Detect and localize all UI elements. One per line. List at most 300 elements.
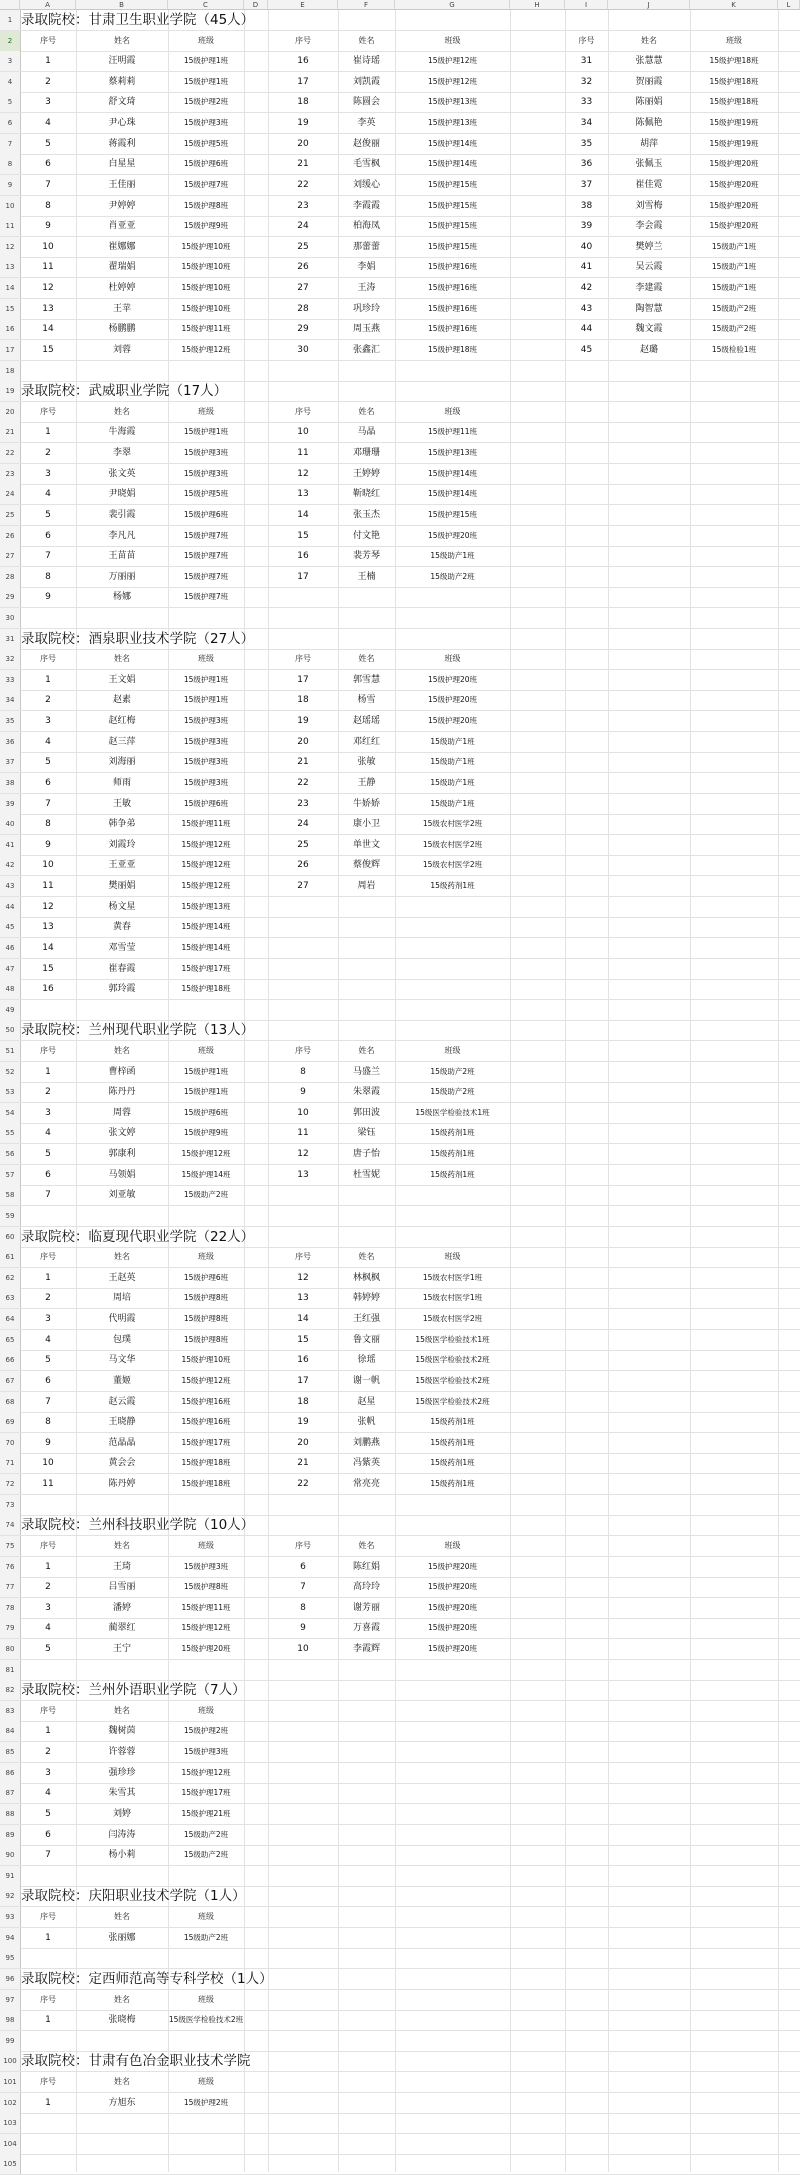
cell[interactable]: 17 — [297, 674, 309, 685]
cell[interactable]: 15级助产2班 — [711, 303, 757, 313]
sheet-row[interactable] — [0, 1557, 800, 1578]
cell[interactable]: 15级护理3班 — [183, 736, 229, 746]
sheet-row[interactable] — [0, 608, 800, 629]
cell[interactable]: 郭康利 — [108, 1149, 136, 1160]
sheet-row[interactable] — [0, 299, 800, 320]
cell[interactable]: 15级助产2班 — [430, 571, 475, 581]
cell[interactable]: 姓名 — [358, 1540, 375, 1550]
sheet-row[interactable] — [0, 794, 800, 815]
sheet-row[interactable] — [0, 979, 800, 1000]
cell[interactable]: 4 — [45, 489, 51, 500]
cell[interactable]: 14 — [42, 324, 54, 335]
cell[interactable]: 5 — [45, 1643, 51, 1654]
row-number[interactable]: 102 — [0, 2093, 21, 2113]
cell[interactable]: 2 — [45, 1087, 51, 1098]
cell[interactable]: 王晓静 — [108, 1417, 136, 1428]
cell[interactable]: 4 — [45, 118, 51, 129]
cell[interactable]: 28 — [297, 303, 309, 314]
cell[interactable]: 胡萍 — [639, 138, 658, 149]
cell[interactable]: 9 — [45, 1437, 51, 1448]
cell[interactable]: 崔诗瑶 — [352, 56, 380, 67]
cell[interactable]: 15 — [42, 344, 54, 355]
cell[interactable]: 王苹 — [112, 303, 131, 314]
cell[interactable]: 姓名 — [114, 35, 130, 45]
cell[interactable]: 10 — [42, 1458, 54, 1469]
row-number[interactable]: 7 — [0, 134, 21, 154]
cell[interactable]: 26 — [297, 860, 309, 871]
sheet-row[interactable] — [0, 773, 800, 794]
sheet-row[interactable] — [0, 1041, 800, 1062]
cell[interactable]: 27 — [297, 283, 309, 294]
cell[interactable]: 万喜霞 — [352, 1623, 380, 1634]
sheet-row[interactable] — [0, 959, 800, 980]
sheet-row[interactable] — [0, 1618, 800, 1639]
cell[interactable]: 张敏 — [357, 757, 376, 768]
cell[interactable]: 8 — [45, 819, 51, 830]
cell[interactable]: 杨雪 — [357, 695, 376, 706]
cell[interactable]: 李英 — [357, 118, 376, 129]
cell[interactable]: 14 — [297, 1314, 309, 1325]
cell[interactable]: 牛娇娇 — [352, 798, 380, 809]
cell[interactable]: 16 — [297, 56, 309, 67]
row-number[interactable]: 98 — [0, 2010, 21, 2030]
cell[interactable]: 41 — [580, 262, 593, 273]
sheet-row[interactable] — [0, 1495, 800, 1516]
cell[interactable]: 18 — [297, 97, 309, 108]
cell[interactable]: 序号 — [295, 406, 311, 416]
cell[interactable]: 13 — [42, 303, 54, 314]
column-header[interactable]: K — [690, 0, 778, 10]
cell[interactable]: 15级护理7班 — [183, 571, 229, 581]
cell[interactable]: 王佳丽 — [108, 179, 136, 190]
cell[interactable]: 15级农村医学2班 — [422, 860, 483, 870]
sheet-row[interactable] — [0, 1309, 800, 1330]
row-number[interactable]: 91 — [0, 1866, 21, 1886]
row-number[interactable]: 63 — [0, 1288, 21, 1308]
cell[interactable]: 6 — [45, 1829, 51, 1840]
row-number[interactable]: 76 — [0, 1557, 21, 1577]
column-header[interactable]: B — [76, 0, 168, 10]
row-number[interactable]: 96 — [0, 1969, 21, 1989]
cell[interactable]: 郭雪慧 — [352, 674, 380, 685]
cell[interactable]: 15级农村医学2班 — [422, 839, 483, 849]
cell[interactable]: 3 — [45, 1107, 51, 1118]
sheet-row[interactable] — [0, 649, 800, 670]
sheet-row[interactable] — [0, 113, 800, 134]
cell[interactable]: 9 — [45, 839, 51, 850]
row-number[interactable]: 93 — [0, 1907, 21, 1927]
cell[interactable]: 32 — [580, 76, 593, 87]
cell[interactable]: 14 — [42, 942, 54, 953]
cell[interactable]: 靳晓红 — [352, 489, 380, 500]
cell[interactable]: 15级护理6班 — [183, 1272, 229, 1282]
sheet-row[interactable] — [0, 2113, 800, 2134]
cell[interactable]: 22 — [297, 179, 309, 190]
cell[interactable]: 董姬 — [112, 1375, 131, 1386]
cell[interactable]: 15级助产1班 — [430, 777, 475, 787]
sheet-row[interactable] — [0, 2010, 800, 2031]
cell[interactable]: 15级护理1班 — [183, 674, 229, 684]
cell[interactable]: 15级护理17班 — [181, 1788, 231, 1798]
cell[interactable]: 15级护理12班 — [427, 76, 478, 86]
sheet-row[interactable] — [0, 1804, 800, 1825]
row-number[interactable]: 51 — [0, 1041, 21, 1061]
sheet-row[interactable] — [0, 1350, 800, 1371]
sheet-row[interactable] — [0, 2093, 800, 2114]
cell[interactable]: 5 — [45, 509, 51, 520]
cell[interactable]: 马盛兰 — [352, 1066, 380, 1077]
cell[interactable]: 序号 — [40, 1046, 56, 1055]
cell[interactable]: 韩婷婷 — [352, 1293, 380, 1304]
cell[interactable]: 3 — [45, 1767, 51, 1778]
cell[interactable]: 1 — [45, 56, 51, 67]
cell[interactable]: 刘凯霞 — [352, 76, 380, 87]
row-number[interactable]: 37 — [0, 752, 21, 772]
cell[interactable]: 班级 — [198, 1046, 214, 1055]
sheet-row[interactable] — [0, 1412, 800, 1433]
cell[interactable]: 15级助产2班 — [183, 1829, 229, 1839]
cell[interactable]: 15级护理3班 — [183, 468, 229, 478]
cell[interactable]: 姓名 — [114, 1540, 130, 1550]
cell[interactable]: 15级护理10班 — [181, 241, 231, 251]
cell[interactable]: 31 — [580, 56, 593, 67]
cell[interactable]: 15级护理12班 — [181, 1623, 231, 1633]
row-number[interactable]: 70 — [0, 1433, 21, 1453]
cell[interactable]: 15 — [297, 1334, 309, 1345]
cell[interactable]: 魏树茵 — [108, 1726, 136, 1737]
sheet-row[interactable] — [0, 752, 800, 773]
cell[interactable]: 班级 — [198, 35, 214, 45]
cell[interactable]: 10 — [297, 1107, 309, 1118]
sheet-row[interactable] — [0, 2031, 800, 2052]
cell[interactable]: 序号 — [40, 1912, 56, 1922]
cell[interactable]: 15级护理21班 — [181, 1808, 231, 1818]
cell[interactable]: 代明霞 — [108, 1314, 136, 1325]
cell[interactable]: 2 — [45, 1582, 51, 1593]
sheet-row[interactable] — [0, 216, 800, 237]
sheet-row[interactable] — [0, 1020, 800, 1041]
cell[interactable]: 班级 — [444, 654, 461, 664]
cell[interactable]: 5 — [45, 1355, 51, 1366]
cell[interactable]: 班级 — [444, 1046, 461, 1055]
row-number[interactable]: 23 — [0, 464, 21, 484]
row-number[interactable]: 14 — [0, 278, 21, 298]
cell[interactable]: 班级 — [198, 406, 214, 416]
row-number[interactable]: 45 — [0, 917, 21, 937]
cell[interactable]: 15级农村医学1班 — [422, 1272, 483, 1282]
sheet-row[interactable] — [0, 1206, 800, 1227]
cell[interactable]: 4 — [45, 1128, 51, 1139]
cell[interactable]: 23 — [297, 798, 309, 809]
cell[interactable]: 13 — [297, 1169, 309, 1180]
cell[interactable]: 马晶 — [357, 427, 376, 438]
sheet-row[interactable] — [0, 1680, 800, 1701]
cell[interactable]: 蒋霞利 — [108, 138, 136, 149]
sheet-row[interactable] — [0, 10, 800, 31]
sheet-row[interactable] — [0, 154, 800, 175]
cell[interactable]: 15级医学检验技术2班 — [168, 2015, 244, 2025]
cell[interactable]: 15级护理8班 — [183, 1582, 229, 1592]
cell[interactable]: 王婷婷 — [352, 468, 380, 479]
cell[interactable]: 黄春 — [112, 922, 131, 933]
cell[interactable]: 王敏 — [112, 798, 131, 809]
cell[interactable]: 15级护理6班 — [183, 509, 229, 519]
sheet-row[interactable] — [0, 1845, 800, 1866]
sheet-row[interactable] — [0, 1948, 800, 1969]
cell[interactable]: 陈圆会 — [352, 97, 380, 108]
cell[interactable]: 16 — [297, 551, 309, 562]
sheet-row[interactable] — [0, 1474, 800, 1495]
cell[interactable]: 15级护理20班 — [709, 179, 759, 189]
cell[interactable]: 15级助产2班 — [183, 1850, 229, 1860]
cell[interactable]: 王静 — [357, 777, 376, 788]
cell[interactable]: 15级助产2班 — [183, 1932, 229, 1942]
cell[interactable]: 朱雪其 — [108, 1788, 136, 1799]
cell[interactable]: 李娟 — [357, 262, 376, 273]
cell[interactable]: 牛海霞 — [108, 427, 136, 438]
sheet-row[interactable] — [0, 237, 800, 258]
cell[interactable]: 王亚亚 — [108, 860, 136, 871]
row-number[interactable]: 47 — [0, 959, 21, 979]
cell[interactable]: 15级助产1班 — [430, 757, 475, 767]
cell[interactable]: 2 — [45, 695, 51, 706]
sheet-row[interactable] — [0, 1515, 800, 1536]
cell[interactable]: 2 — [45, 76, 51, 87]
cell[interactable]: 15级护理18班 — [181, 984, 231, 994]
column-header[interactable]: C — [168, 0, 244, 10]
cell[interactable]: 15级护理10班 — [181, 283, 231, 293]
sheet-row[interactable] — [0, 1185, 800, 1206]
cell[interactable]: 王楠 — [357, 571, 376, 582]
cell[interactable]: 5 — [45, 138, 51, 149]
sheet-row[interactable] — [0, 361, 800, 382]
cell[interactable]: 姓名 — [114, 2077, 130, 2086]
cell[interactable]: 23 — [297, 200, 309, 211]
cell[interactable]: 序号 — [295, 35, 311, 45]
row-number[interactable]: 59 — [0, 1206, 21, 1226]
cell[interactable]: 15级护理5班 — [183, 138, 229, 148]
cell[interactable]: 15级护理3班 — [183, 757, 229, 767]
cell[interactable]: 张鑫汇 — [352, 344, 380, 355]
sheet-row[interactable] — [0, 402, 800, 423]
row-number[interactable]: 4 — [0, 72, 21, 92]
row-number[interactable]: 66 — [0, 1350, 21, 1370]
cell[interactable]: 15级护理14班 — [427, 468, 478, 478]
cell[interactable]: 柏海凤 — [352, 221, 380, 232]
cell[interactable]: 15级护理14班 — [181, 1169, 231, 1179]
sheet-row[interactable] — [0, 938, 800, 959]
cell[interactable]: 4 — [45, 736, 51, 747]
cell[interactable]: 班级 — [198, 1705, 214, 1715]
cell[interactable]: 15级护理12班 — [181, 839, 231, 849]
cell[interactable]: 8 — [45, 571, 51, 582]
cell[interactable]: 序号 — [40, 2077, 56, 2086]
sheet-row[interactable] — [0, 1433, 800, 1454]
cell[interactable]: 崔佳霓 — [635, 179, 663, 190]
cell[interactable]: 6 — [300, 1561, 306, 1572]
column-header[interactable]: E — [268, 0, 338, 10]
cell[interactable]: 15级助产1班 — [711, 262, 757, 272]
sheet-row[interactable] — [0, 1825, 800, 1846]
sheet-row[interactable] — [0, 1577, 800, 1598]
cell[interactable]: 郭玲霞 — [108, 984, 136, 995]
cell[interactable]: 9 — [300, 1623, 306, 1634]
sheet-row[interactable] — [0, 51, 800, 72]
cell[interactable]: 尹心珠 — [108, 118, 136, 129]
row-number[interactable]: 62 — [0, 1268, 21, 1288]
sheet-row[interactable] — [0, 484, 800, 505]
cell[interactable]: 序号 — [40, 1252, 56, 1262]
cell[interactable]: 班级 — [198, 1252, 214, 1262]
cell[interactable]: 巩珍玲 — [352, 303, 380, 314]
row-number[interactable]: 79 — [0, 1618, 21, 1638]
cell[interactable]: 陈红娟 — [352, 1561, 380, 1572]
row-number[interactable]: 81 — [0, 1660, 21, 1680]
cell[interactable]: 15级护理2班 — [183, 1726, 229, 1736]
row-number[interactable]: 69 — [0, 1412, 21, 1432]
cell[interactable]: 序号 — [295, 654, 311, 664]
cell[interactable]: 曹梓函 — [108, 1066, 136, 1077]
row-number[interactable]: 55 — [0, 1123, 21, 1143]
cell[interactable]: 5 — [45, 1149, 51, 1160]
row-number[interactable]: 19 — [0, 381, 21, 401]
cell[interactable]: 付文艳 — [352, 530, 380, 541]
cell[interactable]: 15级护理16班 — [181, 1396, 231, 1406]
row-number[interactable]: 83 — [0, 1701, 21, 1721]
cell[interactable]: 15级护理20班 — [427, 1602, 478, 1612]
cell[interactable]: 李霞辉 — [352, 1643, 380, 1654]
sheet-row[interactable] — [0, 1928, 800, 1949]
cell[interactable]: 10 — [297, 1643, 309, 1654]
sheet-row[interactable] — [0, 1103, 800, 1124]
cell[interactable]: 张慧慧 — [635, 56, 663, 67]
sheet-row[interactable] — [0, 711, 800, 732]
cell[interactable]: 15级助产1班 — [430, 736, 475, 746]
cell[interactable]: 姓名 — [114, 1912, 130, 1922]
row-number[interactable]: 22 — [0, 443, 21, 463]
cell[interactable]: 15级护理1班 — [183, 1066, 229, 1076]
cell[interactable]: 王涛 — [357, 283, 376, 294]
column-header[interactable]: A — [20, 0, 76, 10]
sheet-row[interactable] — [0, 175, 800, 196]
sheet-row[interactable] — [0, 443, 800, 464]
sheet-row[interactable] — [0, 1721, 800, 1742]
cell[interactable]: 班级 — [444, 406, 461, 416]
sheet-row[interactable] — [0, 876, 800, 897]
cell[interactable]: 11 — [297, 448, 309, 459]
cell[interactable]: 15级护理17班 — [181, 1437, 231, 1447]
column-header[interactable]: H — [510, 0, 565, 10]
cell[interactable]: 5 — [45, 757, 51, 768]
sheet-row[interactable] — [0, 1247, 800, 1268]
cell[interactable]: 姓名 — [114, 1994, 130, 2004]
row-number[interactable]: 42 — [0, 855, 21, 875]
cell[interactable]: 张帆 — [357, 1417, 376, 1428]
cell[interactable]: 15级药剂1班 — [430, 1149, 475, 1159]
cell[interactable]: 崔娜娜 — [108, 241, 136, 252]
cell[interactable]: 15级护理8班 — [183, 200, 229, 210]
sheet-row[interactable] — [0, 567, 800, 588]
sheet-row[interactable] — [0, 1783, 800, 1804]
cell[interactable]: 郭田波 — [352, 1107, 380, 1118]
cell[interactable]: 鲁文丽 — [352, 1334, 380, 1345]
cell[interactable]: 10 — [297, 427, 309, 438]
row-number[interactable]: 27 — [0, 546, 21, 566]
column-header[interactable]: J — [608, 0, 690, 10]
cell[interactable]: 15级护理20班 — [427, 1643, 478, 1653]
row-number[interactable]: 94 — [0, 1928, 21, 1948]
cell[interactable]: 15级护理20班 — [427, 1582, 478, 1592]
cell[interactable]: 裴引霞 — [108, 509, 136, 520]
cell[interactable]: 15级农村医学2班 — [422, 819, 483, 829]
cell[interactable]: 5 — [45, 1808, 51, 1819]
cell[interactable]: 姓名 — [358, 1252, 375, 1262]
cell[interactable]: 15级农村医学1班 — [422, 1293, 483, 1303]
cell[interactable]: 15级护理1班 — [183, 56, 229, 66]
row-number[interactable]: 38 — [0, 773, 21, 793]
cell[interactable]: 15级护理20班 — [427, 1561, 478, 1571]
cell[interactable]: 21 — [297, 1458, 309, 1469]
cell[interactable]: 赵星 — [357, 1396, 376, 1407]
row-number[interactable]: 43 — [0, 876, 21, 896]
cell[interactable]: 15级护理11班 — [427, 427, 478, 437]
cell[interactable]: 15级护理7班 — [183, 551, 229, 561]
cell[interactable]: 汪明霞 — [108, 56, 136, 67]
cell[interactable]: 15级药剂1班 — [430, 1169, 475, 1179]
sheet-row[interactable] — [0, 1371, 800, 1392]
cell[interactable]: 15级护理11班 — [181, 324, 231, 334]
cell[interactable]: 18 — [297, 1396, 309, 1407]
row-number[interactable]: 95 — [0, 1948, 21, 1968]
cell[interactable]: 闫涛涛 — [108, 1829, 136, 1840]
cell[interactable]: 38 — [580, 200, 593, 211]
cell[interactable]: 15级药剂1班 — [430, 881, 475, 891]
cell[interactable]: 15级护理1班 — [183, 427, 229, 437]
sheet-row[interactable] — [0, 257, 800, 278]
cell[interactable]: 15级护理14班 — [181, 942, 231, 952]
cell[interactable]: 班级 — [198, 654, 214, 664]
cell[interactable]: 15级护理3班 — [183, 1747, 229, 1757]
sheet-row[interactable] — [0, 1453, 800, 1474]
cell[interactable]: 刘婷 — [112, 1808, 131, 1819]
cell[interactable]: 王苗苗 — [108, 551, 136, 562]
sheet-row[interactable] — [0, 1763, 800, 1784]
cell[interactable]: 姓名 — [114, 1252, 130, 1262]
cell[interactable]: 白星星 — [108, 159, 136, 170]
cell[interactable]: 2 — [45, 1747, 51, 1758]
cell[interactable]: 冯紫英 — [352, 1458, 380, 1469]
cell[interactable]: 姓名 — [114, 1046, 130, 1055]
cell[interactable]: 唐子怡 — [352, 1149, 380, 1160]
cell[interactable]: 张玉杰 — [352, 509, 380, 520]
cell[interactable]: 15级医学检验技术2班 — [415, 1355, 490, 1365]
cell[interactable]: 11 — [42, 1479, 54, 1490]
row-number[interactable]: 86 — [0, 1763, 21, 1783]
cell[interactable]: 15级助产1班 — [711, 283, 757, 293]
cell[interactable]: 15级护理1班 — [183, 1087, 229, 1097]
column-header[interactable]: L — [778, 0, 800, 10]
sheet-row[interactable] — [0, 72, 800, 93]
cell[interactable]: 陶智慧 — [635, 303, 663, 314]
cell[interactable]: 43 — [580, 303, 593, 314]
cell[interactable]: 姓名 — [358, 654, 375, 664]
cell[interactable]: 34 — [580, 118, 593, 129]
cell[interactable]: 陈丹丹 — [108, 1087, 136, 1098]
row-number[interactable]: 15 — [0, 299, 21, 319]
cell[interactable]: 序号 — [40, 35, 56, 45]
cell[interactable]: 韩争弟 — [108, 819, 136, 830]
cell[interactable]: 15级护理14班 — [427, 138, 478, 148]
